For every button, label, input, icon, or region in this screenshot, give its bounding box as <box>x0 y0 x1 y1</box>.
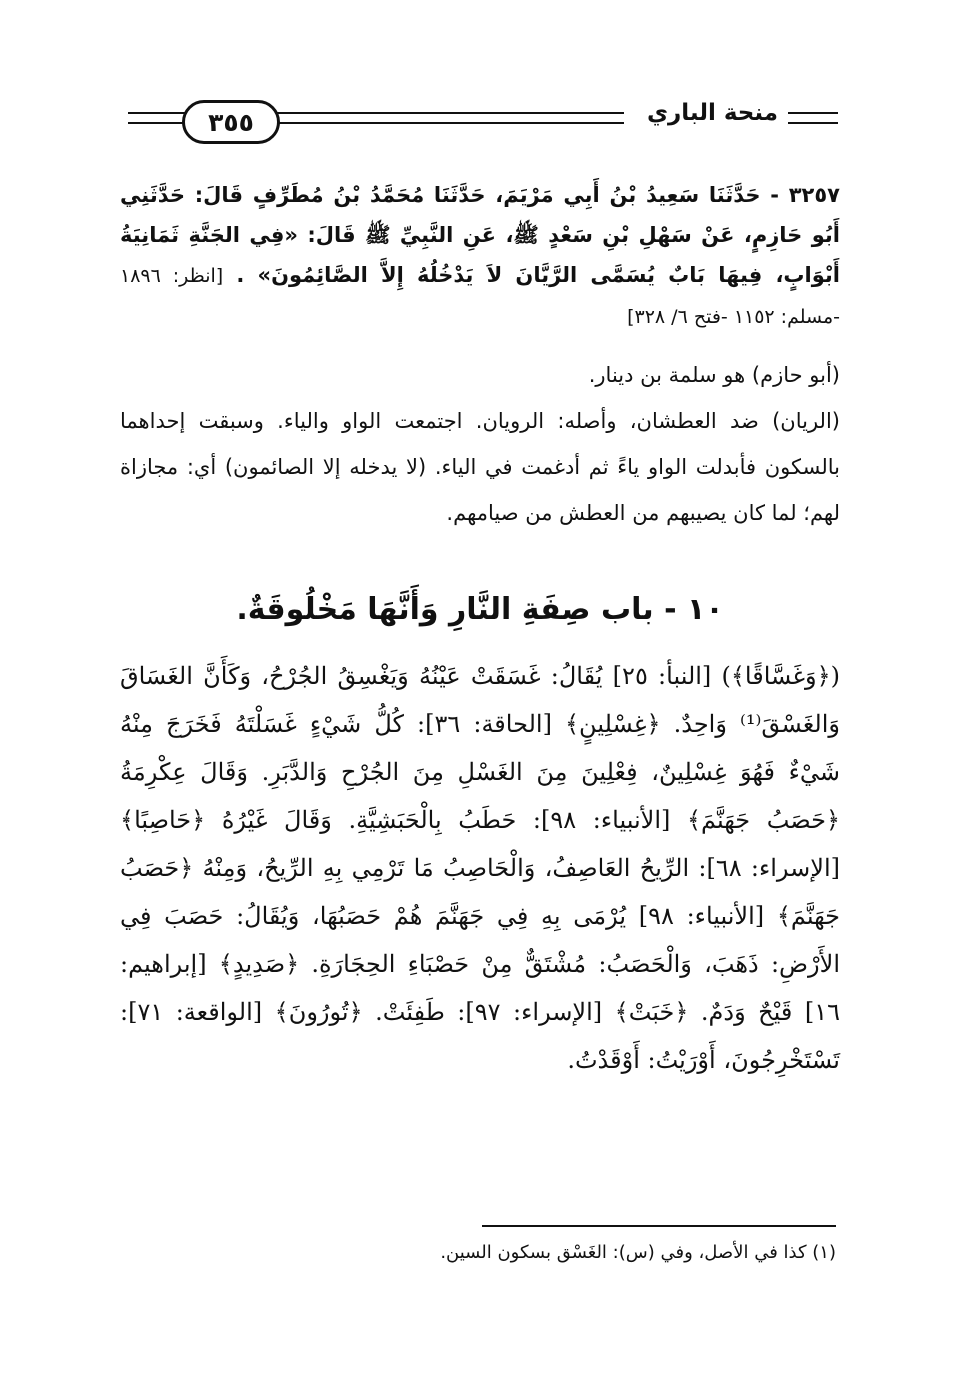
header-rule-left-bottom <box>128 122 188 124</box>
chapter-body: (﴿وَغَسَّاقًا﴾) [النبأ: ٢٥] يُقَالُ: غَسَقَتْ عَيْنُهُ وَيَغْسِقُ الجُرْحُ، وَكَأَنَّ الغَسَاقَ وَالغَسْقَ⁽¹⁾ وَاحِدٌ. ﴿غِسْلِينٍ﴾ [الحاقة: ٣٦]: كُلُّ شَيْءٍ غَسَلْتَهُ فَخَرَجَ مِنْهُ شَيْءٌ فَهُوَ غِسْلِينٌ، فِعْلِينَ مِنَ الغَسْلِ مِنَ الجُرْحِ وَالدَّبَرِ. وَقَالَ عِكْرِمَةُ ﴿حَصَبُ جَهَنَّمَ﴾ [الأنبياء: ٩٨]: حَطَبُ بِالْحَبَشِيَّةِ. وَقَالَ غَيْرُهُ ﴿حَاصِبًا﴾ [الإسراء: ٦٨]: الرِّيحُ العَاصِفُ، وَالْحَاصِبُ مَا تَرْمِي بِهِ الرِّيحُ، وَمِنْهُ ﴿حَصَبُ جَهَنَّمَ﴾ [الأنبياء: ٩٨] يُرْمَى بِهِ فِي جَهَنَّمَ هُمْ حَصَبُهَا، وَيُقَالُ: حَصَبَ فِي الأَرْضِ: ذَهَبَ، وَالْحَصَبُ: مُشْتَقٌّ مِنْ حَصْبَاءِ الحِجَارَةِ. ﴿صَدِيدٍ﴾ [إبراهيم: ١٦] قَيْحٌ وَدَمٌ. ﴿خَبَتْ﴾ [الإسراء: ٩٧]: طَفِئَتْ. ﴿تُورُونَ﴾ [الواقعة: ٧١]: تَسْتَخْرِجُونَ، أَوْرَيْتُ: أَوْقَدْتُ. <box>120 662 841 1074</box>
header-rule-middle-top <box>274 112 624 114</box>
footnote-divider <box>482 1225 836 1227</box>
hadith-reference: [انظر: ١٨٩٦ -مسلم: ١١٥٢ -فتح ٦/ ٣٢٨] <box>120 265 840 328</box>
chapter-title: ١٠ - باب صِفَةِ النَّارِ وَأَنَّهَا مَخْلُوقَةٌ. <box>236 592 724 627</box>
commentary <box>120 352 840 536</box>
hadith-body: ٣٢٥٧ - حَدَّثَنَا سَعِيدُ بْنُ أَبِي مَرْيَمَ، حَدَّثَنَا مُحَمَّدُ بْنُ مُطَرِّفٍ قَالَ: حَدَّثَنِي أَبُو حَازِمٍ، عَنْ سَهْلِ بْنِ سَعْدٍ ﷺ، عَنِ النَّبِيِّ ﷺ قَالَ: «فِي الجَنَّةِ ثَمَانِيَةُ أَبْوَابٍ، فِيهَا بَابٌ يُسَمَّى الرَّيَّانَ لاَ يَدْخُلُهُ إِلاَّ الصَّائِمُونَ» . <box>120 183 840 287</box>
page-number: ٣٥٥ <box>208 107 254 137</box>
page-number-badge <box>182 100 280 144</box>
header-rule-right-bottom <box>788 122 838 124</box>
header-rule-right-top <box>788 112 838 114</box>
page-header <box>128 96 838 150</box>
running-head-title: منحة الباري <box>646 100 778 126</box>
header-rule-left-top <box>128 112 188 114</box>
hadith-text <box>120 175 840 337</box>
header-rule-middle-bottom <box>274 122 624 124</box>
commentary-paragraph: (أبو حازم) هو سلمة بن دينار. <box>588 363 840 387</box>
commentary-paragraph: (الريان) ضد العطشان، وأصله: الرويان. اجتمعت الواو والياء. وسبقت إحداهما بالسكون فأبدلت الواو ياءً ثم أدغمت في الياء. (لا يدخله إلا الصائمون) أي: مجازاة لهم؛ لما كان يصيبهم من العطش من صيامهم. <box>120 409 840 525</box>
footnote: (١) كذا في الأصل، وفي (س): الغَسْق بسكون السين. <box>440 1242 836 1263</box>
